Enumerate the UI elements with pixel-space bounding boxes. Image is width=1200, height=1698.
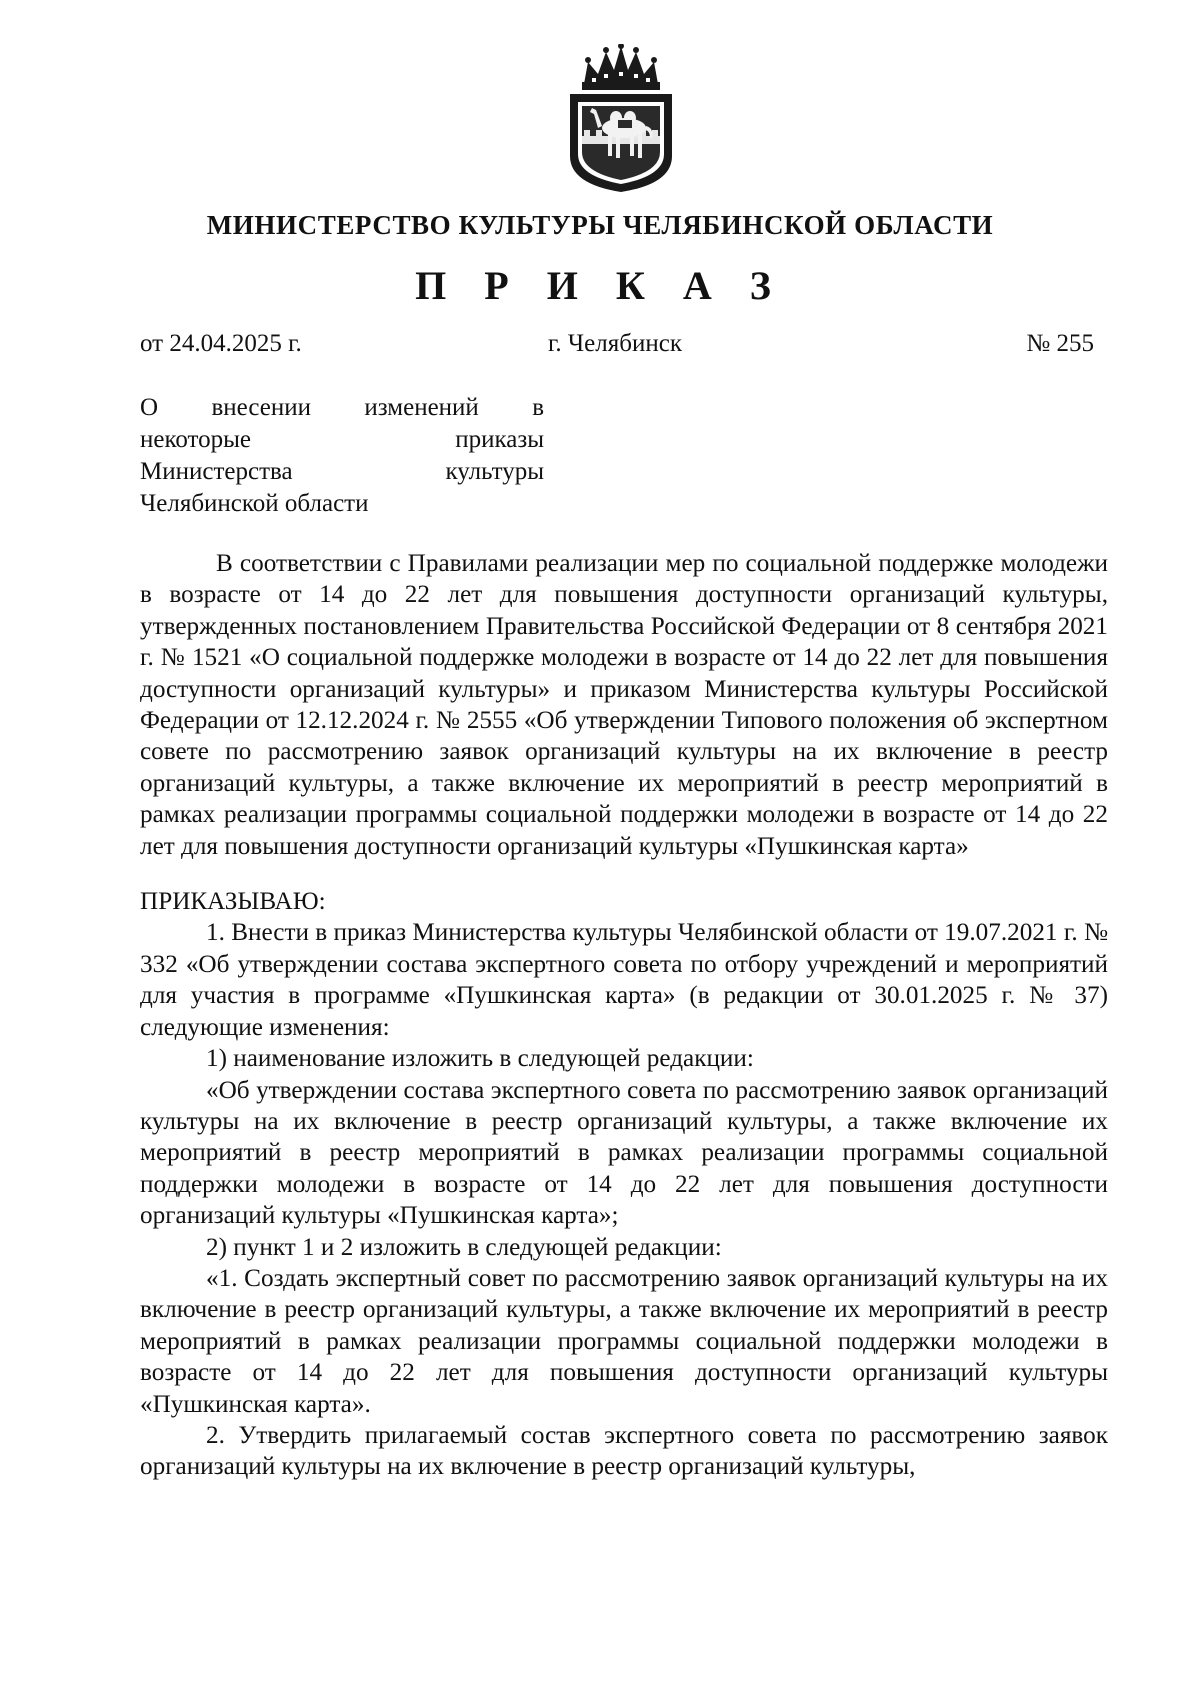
chelyabinsk-coat-of-arms-icon: [562, 44, 680, 194]
order-word: ПРИКАЗЫВАЮ:: [140, 888, 326, 916]
document-body: [140, 548, 1108, 1483]
document-date: от 24.04.2025 г.: [140, 330, 302, 357]
preamble-paragraph: В соответствии с Правилами реализации мер по социальной поддержке молодежи в возрасте от 14 до 22 лет для повышения доступности организаций культуры, утвержденных постановлением Правительства Российской Федерации от 8 сентября 2021 г. № 1521 «О социальной поддержке молодежи в возрасте от 14 до 22 лет для повышения доступности организаций культуры» и приказом Министерства культуры Российской Федерации от 12.12.2024 г. № 2555 «Об утверждении Типового положения об экспертном совете по рассмотрению заявок организаций культуры на их включение в реестр организаций культуры, а также включение их мероприятий в реестр мероприятий в рамках реализации программы социальной поддержки молодежи в возрасте от 14 до 22 лет для повышения доступности организаций культуры «Пушкинская карта»: [140, 550, 1108, 860]
subject-line: Министерства культуры: [140, 458, 544, 485]
document-subject: [140, 392, 544, 520]
subject-line: О внесении изменений в: [140, 394, 544, 421]
item-1-paragraph: 1. Внести в приказ Министерства культуры Челябинской области от 19.07.2021 г. № 332 «Об утверждении состава экспертного совета по отбору учреждений и мероприятий для участия в программе «Пушкинская карта» (в редакции от 30.01.2025 г. № 37) следующие изменения:: [140, 919, 1108, 1041]
subject-line: Челябинской области: [140, 490, 369, 517]
ministry-name: МИНИСТЕРСТВО КУЛЬТУРЫ ЧЕЛЯБИНСКОЙ ОБЛАСТИ: [206, 210, 994, 240]
subitem-1-quote: «Об утверждении состава экспертного совета по рассмотрению заявок организаций культуры на их включение в реестр организаций культуры, а также включение их мероприятий в реестр мероприятий в рамках реализации программы социальной поддержки молодежи в возрасте от 14 до 22 лет для повышения доступности организаций культуры «Пушкинская карта»;: [140, 1076, 1108, 1230]
subject-line: некоторые приказы: [140, 426, 544, 453]
item-2-paragraph: 2. Утвердить прилагаемый состав экспертного совета по рассмотрению заявок организаций культуры на их включение в реестр организаций культуры,: [140, 1421, 1108, 1481]
subitem-2-quote: «1. Создать экспертный совет по рассмотрению заявок организаций культуры на их включение в реестр организаций культуры, а также включение их мероприятий в реестр мероприятий в рамках реализации программы социальной поддержки молодежи в возрасте от 14 до 22 лет для повышения доступности организаций культуры «Пушкинская карта».: [140, 1264, 1108, 1418]
document-title: П Р И К А З: [415, 263, 785, 308]
document-number: № 255: [1026, 330, 1094, 357]
subitem-1-paragraph: 1) наименование изложить в следующей редакции:: [206, 1045, 754, 1073]
subitem-2-paragraph: 2) пункт 1 и 2 изложить в следующей редакции:: [206, 1233, 722, 1261]
document-city: г. Челябинск: [548, 330, 682, 357]
